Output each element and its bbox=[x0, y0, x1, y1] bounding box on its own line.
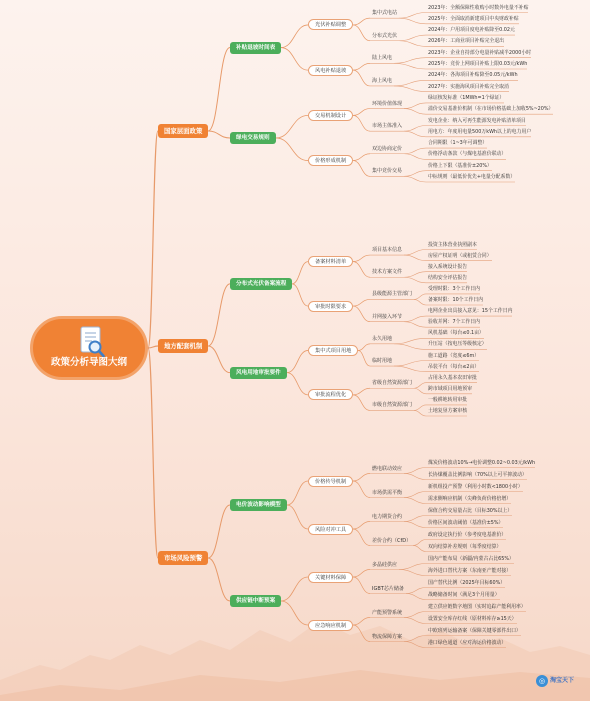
connector bbox=[414, 294, 426, 300]
connector bbox=[404, 154, 426, 160]
connector bbox=[404, 322, 426, 328]
connector bbox=[208, 284, 230, 346]
connector bbox=[394, 361, 426, 367]
connector bbox=[353, 299, 370, 306]
leaf-item: 跨市域项目用地预审 bbox=[428, 385, 473, 392]
branch-2[interactable]: 地方配套机制 bbox=[158, 339, 208, 353]
leaf-item: 长协煤覆盖比例影响（70%以上可平抑波动） bbox=[428, 471, 527, 478]
connector bbox=[281, 25, 308, 48]
connector bbox=[404, 126, 426, 132]
leaf-item: 一般耕地转用审批 bbox=[428, 396, 468, 403]
connector bbox=[404, 171, 426, 177]
connector bbox=[399, 41, 426, 47]
connector bbox=[394, 58, 426, 64]
connector bbox=[414, 410, 426, 416]
topic-pill[interactable]: 应急响应机制 bbox=[308, 620, 353, 631]
connector bbox=[404, 255, 426, 261]
connector bbox=[281, 48, 308, 71]
leaf-item: 用电方：年度用电量500万kWh以上的电力用户 bbox=[428, 128, 532, 135]
sub-topic[interactable]: 并网接入环节 bbox=[372, 313, 403, 320]
connector bbox=[276, 115, 308, 138]
connector bbox=[353, 154, 370, 161]
leaf-item: 2025年：竞价上网项目补贴上限0.03元/kWh bbox=[428, 61, 528, 67]
connector bbox=[413, 546, 426, 552]
connector bbox=[148, 348, 158, 558]
connector bbox=[353, 262, 370, 278]
connector bbox=[358, 344, 370, 351]
leaf-item: 风机基础（每台≤0.1亩） bbox=[428, 330, 484, 337]
connector bbox=[287, 481, 308, 505]
leaf-item: 政府设定执行价（参考度电基准价） bbox=[428, 531, 507, 538]
brand-name: 淘宝天下 bbox=[550, 677, 575, 684]
connector bbox=[404, 272, 426, 278]
leaf-item: 中欧班列运输备案（保障关键零部件出口） bbox=[428, 627, 521, 634]
connector bbox=[358, 350, 370, 366]
connector bbox=[394, 338, 426, 344]
connector bbox=[353, 161, 370, 177]
sub-topic[interactable]: 集中式电站 bbox=[372, 10, 398, 17]
brand-logo-icon: ◎ bbox=[536, 675, 548, 687]
leaf-item: 施工道路（宽度≤6m） bbox=[428, 352, 480, 359]
branch-3[interactable]: 市场风险预警 bbox=[158, 551, 208, 565]
connector bbox=[404, 148, 426, 154]
connector bbox=[404, 468, 426, 474]
connector bbox=[353, 306, 370, 322]
sub-topic[interactable]: 差价合约（CfD） bbox=[372, 537, 412, 544]
branch-1[interactable]: 国家层面政策 bbox=[158, 124, 208, 138]
leaf-item: 备案时限：10个工作日内 bbox=[428, 297, 484, 303]
topic-pill[interactable]: 价格传导机制 bbox=[308, 476, 353, 487]
connector bbox=[414, 383, 426, 389]
sub-topic[interactable]: 市场主体准入 bbox=[372, 123, 403, 130]
connector bbox=[404, 131, 426, 137]
connector bbox=[399, 570, 426, 576]
connector bbox=[353, 618, 370, 626]
category-box[interactable]: 风电用地审批要件 bbox=[230, 367, 287, 379]
connector bbox=[394, 80, 426, 86]
leaf-item: 国内产能布局（新疆/内蒙古占比65%） bbox=[428, 555, 514, 562]
connector bbox=[353, 109, 370, 116]
leaf-item: 土地复垦方案审核 bbox=[428, 408, 468, 414]
leaf-item: 电网企业出具接入意见：15个工作日内 bbox=[428, 308, 513, 315]
sub-topic[interactable]: 省级自然资源部门 bbox=[372, 380, 413, 387]
leaf-item: 合同期限（1~3年可调整） bbox=[428, 140, 488, 147]
sub-topic[interactable]: 临时用地 bbox=[372, 358, 393, 365]
connector bbox=[399, 18, 426, 24]
connector bbox=[208, 346, 230, 373]
leaf-item: 煤炭价格波动10%→电价调整0.02~0.03元/kWh bbox=[428, 459, 536, 466]
leaf-item: 2024年：各海项目补贴降至0.05元/kWh bbox=[428, 72, 518, 79]
connector bbox=[292, 284, 308, 306]
connector bbox=[404, 176, 426, 182]
connector bbox=[404, 618, 426, 624]
connector bbox=[287, 505, 308, 529]
topic-pill[interactable]: 光伏补贴调整 bbox=[308, 19, 353, 30]
connector bbox=[353, 522, 370, 530]
connector bbox=[404, 316, 426, 322]
sub-topic[interactable]: 多晶硅供应 bbox=[372, 561, 398, 568]
sub-topic[interactable]: 燃电联动效应 bbox=[372, 465, 403, 472]
connector bbox=[394, 63, 426, 69]
connector bbox=[404, 522, 426, 528]
connector bbox=[353, 70, 370, 86]
connector bbox=[276, 138, 308, 161]
sub-topic[interactable]: 陆上风电 bbox=[372, 55, 393, 62]
leaf-item: 海外进口替代方案（东南亚产能对接） bbox=[428, 567, 512, 574]
sub-topic[interactable]: 电力期货合约 bbox=[372, 513, 403, 520]
leaf-item: 新机组投产预警（利用小时数<1800小时） bbox=[428, 483, 523, 490]
connector bbox=[281, 577, 308, 601]
leaf-item: 接入系统设计报告 bbox=[428, 263, 468, 270]
topic-pill[interactable]: 审批流程优化 bbox=[308, 389, 353, 400]
connector bbox=[404, 516, 426, 522]
connector bbox=[394, 366, 426, 372]
leaf-item: 2024年：户用项目度电补贴降至0.02元 bbox=[428, 27, 515, 34]
connector bbox=[406, 594, 426, 600]
leaf-item: 价格区间波动阈值（基准价±5%） bbox=[428, 519, 504, 526]
connector bbox=[353, 388, 370, 395]
sub-topic[interactable]: 分布式光伏 bbox=[372, 32, 398, 39]
connector bbox=[404, 474, 426, 480]
topic-pill[interactable]: 集中式项目用地 bbox=[308, 345, 358, 356]
connector bbox=[208, 48, 230, 131]
leaf-item: 价格上下限（基准价±20%） bbox=[428, 162, 492, 169]
category-box[interactable]: 电价波动影响模型 bbox=[230, 499, 287, 511]
connector bbox=[394, 86, 426, 92]
root-title: 政策分析导图大纲 bbox=[50, 357, 127, 368]
leaf-item: 2023年：企业自持部分电量补贴减半2000小时 bbox=[428, 49, 532, 56]
leaf-item: 双向结算补差规则（每季度结算） bbox=[428, 543, 502, 550]
leaf-item: 2026年：工商业项目补贴完全退出 bbox=[428, 38, 505, 45]
leaf-item: 绿证核发标准（1MWh=1个绿证） bbox=[428, 94, 505, 101]
connector bbox=[353, 115, 370, 131]
leaf-item: 升压站（按电压等级核定） bbox=[428, 341, 487, 348]
leaf-item: 设置安全库存红线（原材料库存≥15天） bbox=[428, 615, 517, 622]
leaf-item: 投资主体营业执照副本 bbox=[428, 241, 477, 248]
connector bbox=[399, 35, 426, 41]
connector bbox=[353, 577, 370, 594]
topic-pill[interactable]: 风电补贴退坡 bbox=[308, 65, 353, 76]
sub-topic[interactable]: IGBT芯片储备 bbox=[372, 585, 404, 592]
connector bbox=[404, 492, 426, 498]
leaf-item: 战略储备时间（满足3个月用量） bbox=[428, 591, 500, 598]
topic-pill[interactable]: 交易机制设计 bbox=[308, 110, 353, 121]
leaf-item: 受理时限：3个工作日内 bbox=[428, 285, 481, 292]
topic-pill[interactable]: 审批时限要求 bbox=[308, 301, 353, 312]
connector bbox=[414, 405, 426, 411]
connector bbox=[394, 344, 426, 350]
connector bbox=[353, 481, 370, 498]
connector bbox=[404, 103, 426, 109]
sub-topic[interactable]: 技术方案文件 bbox=[372, 269, 403, 276]
connector bbox=[353, 18, 370, 25]
connector bbox=[399, 564, 426, 570]
leaf-item: 保值合约交易量占比（目标30%以上） bbox=[428, 507, 513, 514]
sub-topic[interactable]: 市场供需平衡 bbox=[372, 489, 403, 496]
sub-topic[interactable]: 环境价值体现 bbox=[372, 100, 403, 107]
sub-topic[interactable]: 市级自然资源部门 bbox=[372, 402, 413, 409]
connector bbox=[353, 63, 370, 70]
sub-topic[interactable]: 项目基本信息 bbox=[372, 247, 403, 254]
sub-topic[interactable]: 县级能源主管部门 bbox=[372, 291, 413, 298]
leaf-item: 结构安全评估报告 bbox=[428, 274, 468, 281]
connector bbox=[413, 540, 426, 546]
connector bbox=[292, 262, 308, 284]
connector bbox=[281, 601, 308, 625]
sub-topic[interactable]: 物流保障方案 bbox=[372, 633, 403, 640]
category-box[interactable]: 供应链中断预案 bbox=[230, 595, 281, 607]
connector bbox=[404, 109, 426, 115]
sub-topic[interactable]: 产能预警系统 bbox=[372, 609, 403, 616]
category-box[interactable]: 绿电交易规则 bbox=[230, 132, 276, 144]
leaf-item: 港口绿色通道（应对海运价格波动） bbox=[428, 639, 507, 646]
connector bbox=[208, 505, 230, 558]
connector bbox=[404, 612, 426, 618]
sub-topic[interactable]: 海上风电 bbox=[372, 77, 393, 84]
leaf-item: 房屋产权证明（或租赁合同） bbox=[428, 252, 492, 259]
connector bbox=[404, 636, 426, 642]
connector bbox=[353, 570, 370, 578]
topic-pill[interactable]: 关键材料保障 bbox=[308, 572, 353, 583]
connector bbox=[353, 474, 370, 482]
connector bbox=[287, 373, 308, 395]
leaf-item: 价格浮动条款（与煤电基准价联动） bbox=[428, 151, 507, 158]
topic-pill[interactable]: 价格形成机制 bbox=[308, 155, 353, 166]
connector bbox=[404, 498, 426, 504]
connector bbox=[404, 277, 426, 283]
leaf-item: 发电企业：纳入可再生能源发电补贴清单项目 bbox=[428, 117, 526, 124]
leaf-item: 建立供应链数字地图（实时追踪产能利用率） bbox=[428, 603, 526, 610]
connector bbox=[414, 299, 426, 305]
leaf-item: 2027年：实施海风项目补贴完全取消 bbox=[428, 83, 509, 90]
connector bbox=[208, 558, 230, 601]
sub-topic[interactable]: 永久用地 bbox=[372, 335, 393, 342]
leaf-item: 吊装平台（每台≤2亩） bbox=[428, 363, 480, 370]
root-node[interactable] bbox=[30, 316, 148, 380]
connector bbox=[399, 13, 426, 19]
leaf-item: 需求侧响应机制（尖峰负荷价格倍增） bbox=[428, 495, 512, 502]
sub-topic[interactable]: 集中竞价交易 bbox=[372, 168, 403, 175]
connector bbox=[353, 255, 370, 262]
leaf-item: 国产替代比例（2025年目标60%） bbox=[428, 579, 506, 586]
leaf-item: 中标规则（最低价优先+电量分配系数） bbox=[428, 174, 516, 180]
connector bbox=[148, 131, 158, 348]
leaf-item: 占用永久基本农田审批 bbox=[428, 374, 477, 381]
brand-watermark bbox=[536, 672, 574, 690]
connector bbox=[148, 346, 158, 348]
leaf-item: 2025年：全面取消新建项目中央财政补贴 bbox=[428, 15, 519, 22]
connector bbox=[404, 250, 426, 256]
connector bbox=[287, 350, 308, 372]
leaf-item: 2023年：全额保障性收购小时数外电量不补贴 bbox=[428, 4, 529, 11]
leaf-item: 验收并网：7个工作日内 bbox=[428, 319, 481, 326]
connector bbox=[414, 388, 426, 394]
connector bbox=[353, 625, 370, 642]
connector bbox=[404, 642, 426, 648]
connector bbox=[353, 25, 370, 41]
connector bbox=[353, 529, 370, 546]
connector bbox=[406, 588, 426, 594]
connector bbox=[208, 131, 230, 138]
sub-topic[interactable]: 双边协商定价 bbox=[372, 145, 403, 152]
leaf-item: 溢价交易基准价机制（在市场价格基础上加收5%~20%） bbox=[428, 106, 554, 113]
category-box[interactable]: 分布式光伏备案流程 bbox=[230, 278, 292, 290]
connector bbox=[353, 395, 370, 411]
topic-pill[interactable]: 备案材料清单 bbox=[308, 256, 353, 267]
category-box[interactable]: 补贴退坡时间表 bbox=[230, 42, 281, 54]
topic-pill[interactable]: 风险对冲工具 bbox=[308, 524, 353, 535]
